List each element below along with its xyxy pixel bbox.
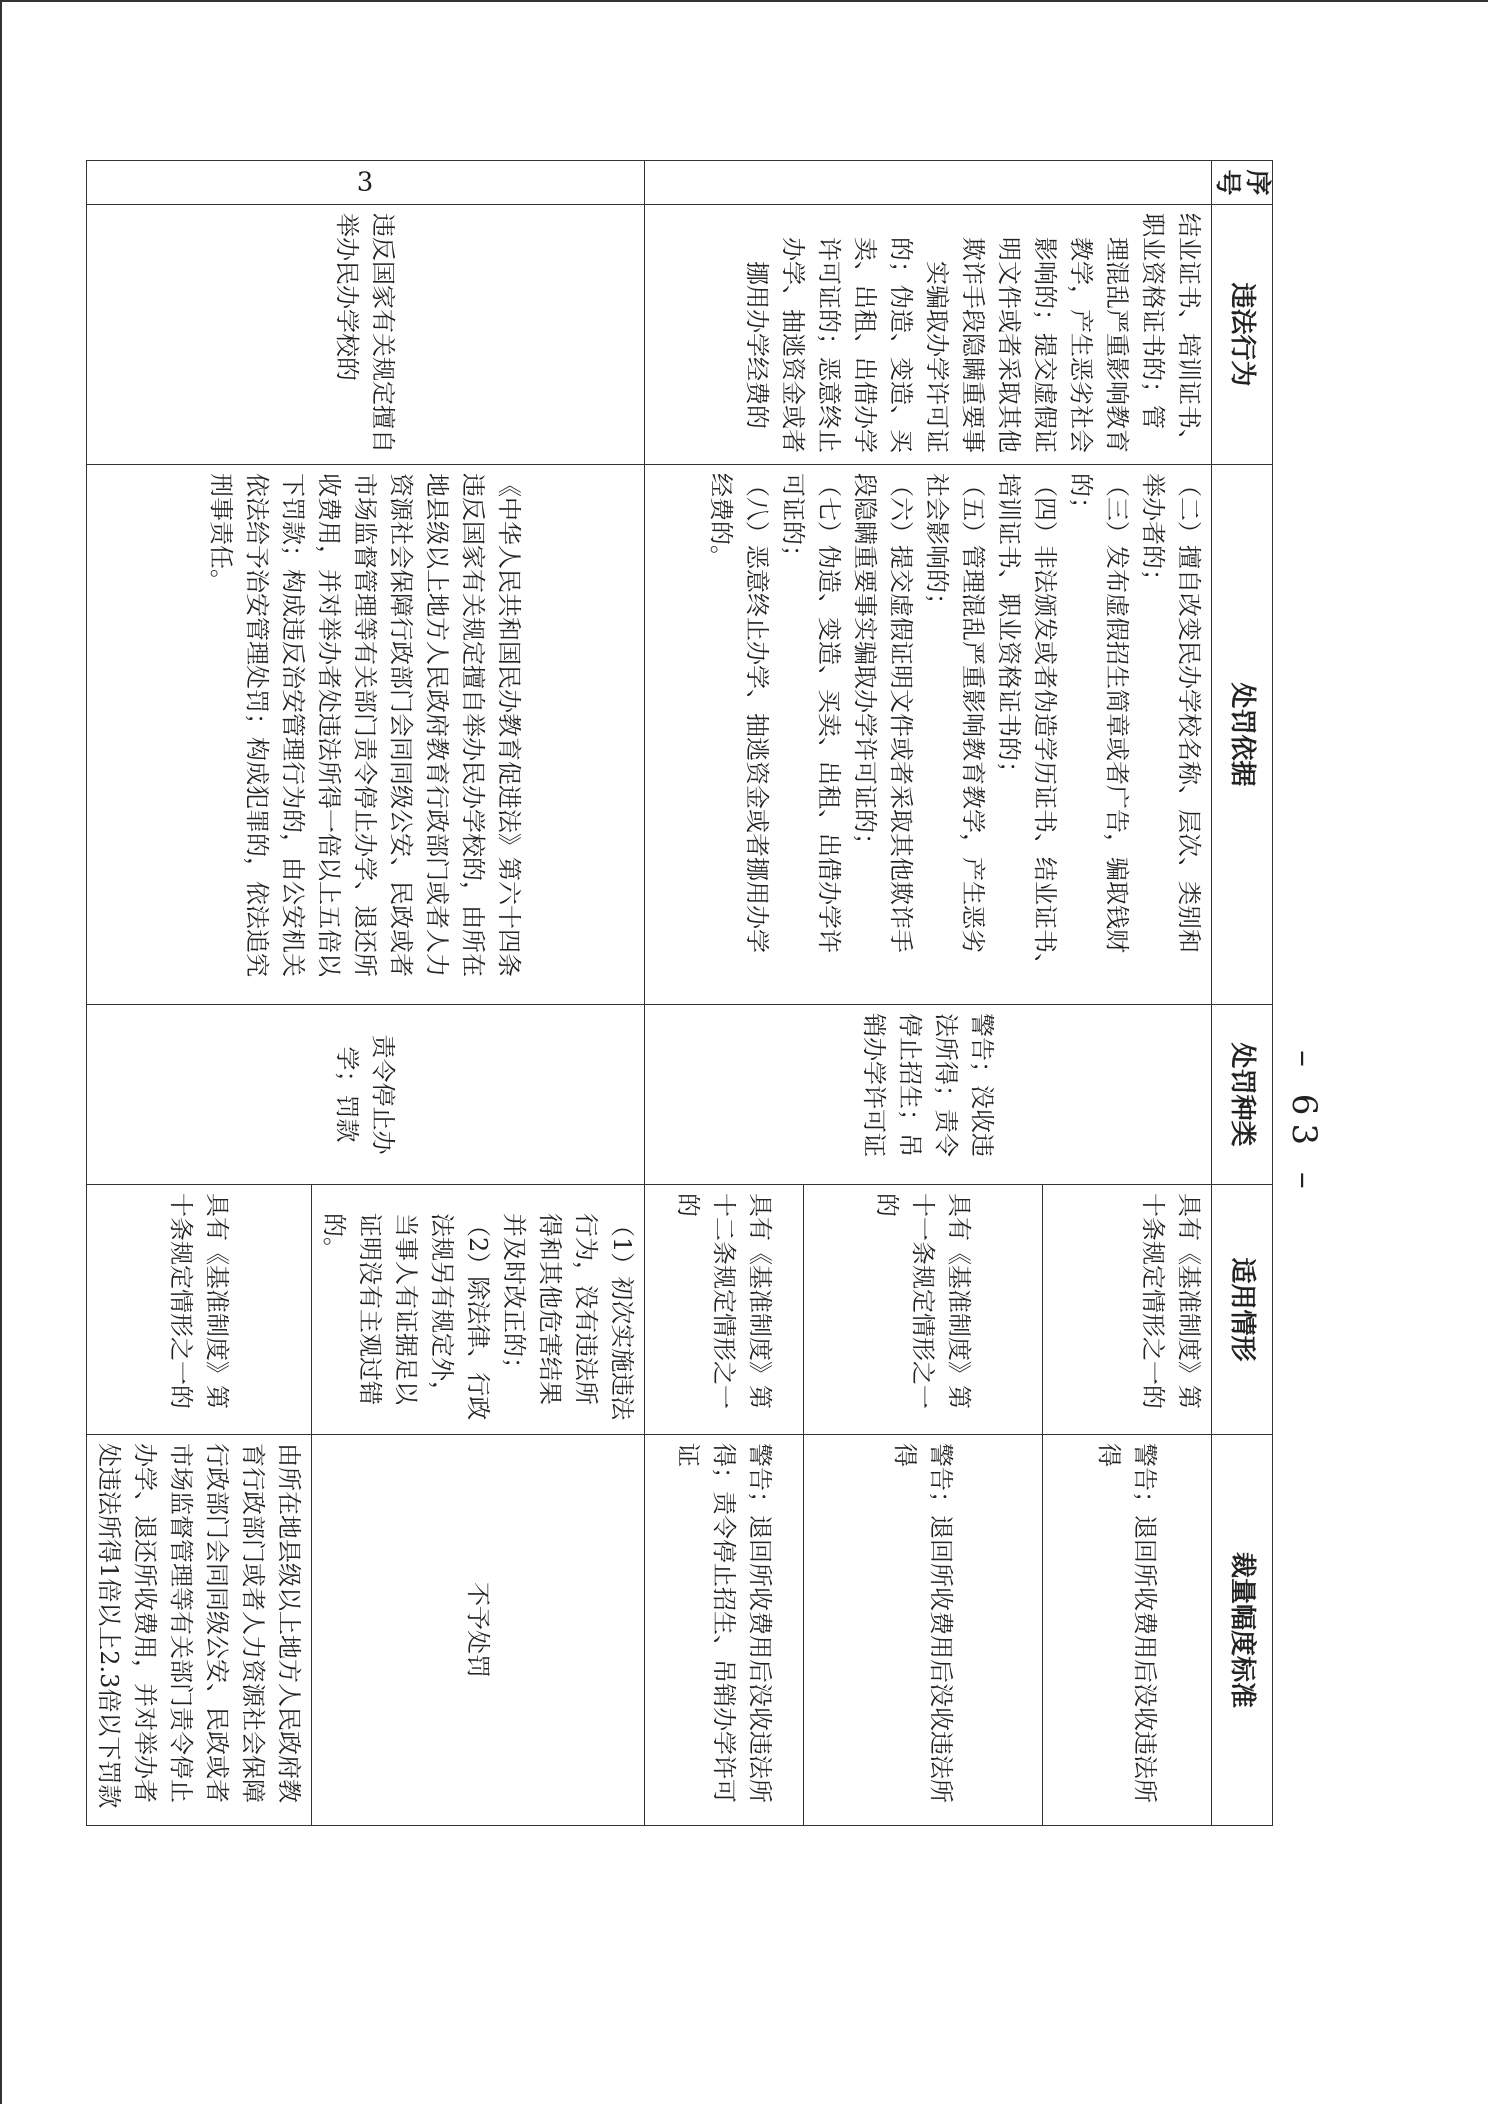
row1-basis-line: （八）恶意终止办学、抽逃资金或者挪用办学 [743,473,771,953]
row1-index-cell [645,161,1212,205]
row2-tier2-standard-cell [87,1435,312,1826]
row1-basis-line: 社会影响的； [923,473,951,617]
header-basis: 处罚依据 [1212,465,1273,1005]
row1-tier3-standard-cell [645,1435,804,1826]
table-row [1043,161,1212,1826]
row2-basis: 《中华人民共和国民办教育促进法》第六十四条 违反国家有关规定擅自举办民办学校的，由所在地县级以上地方人民政府教育行政部门或者人力资源社会保障行政部门会同同级公安、民政或者市场监督管理等有关部门责令停止办学、退还所收费用，并对举办者处违法所得一倍以上五倍以下罚款；构成违反治安管理行为的，由公安机关依法给予治安管理处罚；构成犯罪的，依法追究刑事责任。 [207,473,524,977]
row1-tier1-condition-cell [1043,1185,1212,1435]
row1-basis-line: （二）擅自改变民办学校名称、层次、类别和 [1175,473,1203,953]
row1-violation-line: 欺诈手段隐瞒重要事 [959,237,987,453]
row1-tier3-condition-cell [645,1185,804,1435]
header-penalty-type: 处罚种类 [1212,1005,1273,1185]
row1-violation-line: 理混乱严重影响教育 [1103,237,1131,453]
row1-basis-line: （七）伪造、变造、买卖、出租、出借办学许 [815,473,843,953]
row1-tier2-standard-cell [804,1435,1043,1826]
header-violation: 违法行为 [1212,205,1273,465]
row2-tier1-standard-cell [312,1435,645,1826]
row1-violation-line: 的；伪造、变造、买 [887,237,915,453]
row2-violation: 违反国家有关规定擅自举办民办学校的 [333,213,398,453]
row1-tier1-standard: 警告；退回所收费用后没收违法所得 [1095,1443,1159,1803]
row2-index-cell [87,161,645,205]
row1-basis-line: （六）提交虚假证明文件或者采取其他欺诈手 [887,473,915,953]
row1-violation-line: 结业证书、培训证书、 [1175,213,1203,453]
row1-basis-line: （三）发布虚假招生简章或者广告，骗取钱财 [1103,473,1131,953]
row1-basis-cell [645,465,1212,1005]
row1-basis-line: 举办者的； [1139,473,1167,593]
row2-penalty-type: 责令停止办学；罚款 [333,1034,398,1155]
row1-basis-line: 培训证书、职业资格证书的； [995,473,1023,785]
row1-violation-line: 教学，产生恶劣社会 [1067,237,1095,453]
row1-violation-line: 卖、出租、出借办学 [851,237,879,453]
row1-tier1-condition: 具有《基准制度》第十条规定情形之一的 [1139,1193,1203,1409]
row1-violation-line: 职业资格证书的；管 [1139,213,1167,429]
table-row [312,161,645,1826]
page-left-edge [0,0,2,2104]
row2-violation-cell [87,205,645,465]
row2-tier1-condition-cell [312,1185,645,1435]
page-number: – 63 – [1284,1050,1324,1197]
row1-basis-line: （五）管理混乱严重影响教育教学，产生恶劣 [959,473,987,953]
row2-tier1-standard: 不予处罚 [464,1582,492,1678]
row2-tier2-standard: 由所在地县级以上地方人民政府教育行政部门或者人力资源社会保障行政部门会同同级公安、民政或者市场监督管理等有关部门责令停止办学、退还所收费用，并对举办者处违法所得1倍以上2.3倍以下罚款 [95,1443,303,1809]
row1-penalty-type-cell [645,1005,1212,1185]
row1-basis-line: 段隐瞒重要事实骗取办学许可证的； [851,473,879,857]
rotated-table-container [95,160,1273,1825]
row2-penalty-type-cell [87,1005,645,1185]
penalty-discretion-table [86,160,1273,1826]
row1-violation-line: 实骗取办学许可证 [923,261,951,453]
row2-tier1-condition-line: （2）除法律、行政法规另有规定外，当事人有证据足以证明没有主观过错的。 [320,1213,492,1421]
row1-penalty-type: 警告；没收违法所得；责令停止招生；吊销办学许可证 [860,1013,996,1157]
row1-violation-line: 明文件或者采取其他 [995,237,1023,453]
table-header-row [1212,161,1273,1826]
row1-tier2-condition-cell [804,1185,1043,1435]
row2-index: 3 [357,167,374,198]
header-standard: 裁量幅度标准 [1212,1435,1273,1826]
row1-tier3-standard: 警告；退回所收费用后没收违法所得；责令停止招生、吊销办学许可证 [674,1443,774,1803]
header-condition: 适用情形 [1212,1185,1273,1435]
row1-tier3-condition: 具有《基准制度》第十二条规定情形之一的 [674,1193,774,1409]
row1-basis-line: （四）非法颁发或者伪造学历证书、结业证书、 [1031,473,1059,977]
row1-violation-cell [645,205,1212,465]
row1-violation-line: 影响的；提交虚假证 [1031,237,1059,453]
row2-tier1-condition-line: （1）初次实施违法行为，没有违法所得和其他危害结果并及时改正的； [500,1213,636,1421]
row1-violation-line: 办学、抽逃资金或者 [779,237,807,453]
row1-violation-line: 挪用办学经费的 [743,261,771,429]
row1-tier2-standard: 警告；退回所收费用后没收违法所得 [891,1443,955,1803]
row2-tier2-condition-cell [87,1185,312,1435]
row1-basis-line: 可证的； [779,473,807,569]
row1-basis-line: 的； [1067,473,1095,521]
row1-tier1-standard-cell [1043,1435,1212,1826]
row2-tier2-condition: 具有《基准制度》第十条规定情形之一的 [167,1193,231,1409]
row1-basis-line: 经费的。 [707,473,735,569]
row1-tier2-condition: 具有《基准制度》第十一条规定情形之一的 [873,1193,973,1409]
header-index: 序号 [1212,161,1273,205]
row1-violation-line: 许可证的；恶意终止 [815,237,843,453]
page-top-edge [0,0,1488,2]
row2-basis-cell [87,465,645,1005]
